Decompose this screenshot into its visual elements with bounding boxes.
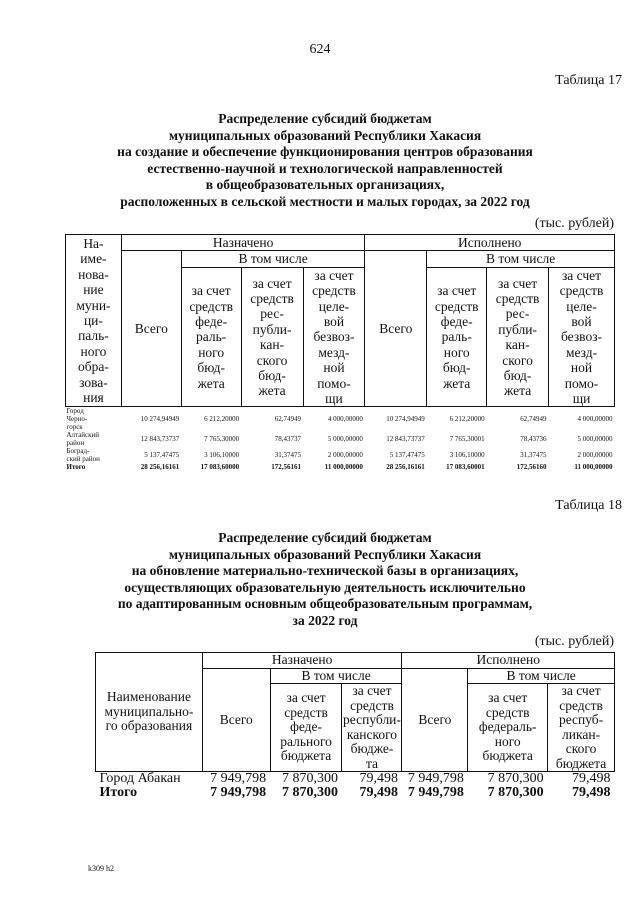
header-republic: за счет средств рес- публи- кан- ского бюд- жета bbox=[241, 267, 303, 407]
row-name: Боград- ский район bbox=[66, 447, 100, 464]
cell: 79,498 bbox=[359, 771, 398, 786]
header-total: Всего bbox=[202, 668, 270, 772]
title-line: за 2022 год bbox=[292, 612, 358, 628]
cell: 10 274,94949 bbox=[140, 415, 180, 424]
cell: 7 765,30001 bbox=[449, 435, 485, 444]
row-name: Итого bbox=[66, 463, 86, 472]
cell: 172,56161 bbox=[271, 463, 302, 472]
cell: 17 083,60000 bbox=[200, 463, 240, 472]
cell: 12 843,73737 bbox=[140, 435, 180, 444]
row-name: Город Абакан bbox=[99, 771, 181, 786]
total-row bbox=[96, 786, 615, 800]
header-including: В том числе bbox=[181, 251, 365, 267]
cell: 6 212,20000 bbox=[449, 415, 485, 424]
table17-units: (тыс. рублей) bbox=[534, 216, 614, 231]
row-name: Итого bbox=[99, 785, 138, 800]
title-line: расположенных в сельской местности и малых городах, за 2022 год bbox=[120, 193, 530, 209]
row-name: Город Черно- горск bbox=[66, 407, 88, 432]
table-row bbox=[66, 407, 615, 432]
table18-title bbox=[60, 530, 590, 629]
header-federal: за счет средств феде- раль- ного бюд- жета bbox=[181, 267, 241, 407]
title-line: в общеобразовательных организациях, bbox=[205, 177, 445, 192]
header-federal: за счет средств федераль- ного бюджета bbox=[468, 684, 548, 772]
cell: 4 000,00000 bbox=[577, 415, 613, 424]
cell: 7 765,30000 bbox=[204, 435, 240, 444]
cell: 5 137,47475 bbox=[389, 451, 425, 460]
cell: 31,37475 bbox=[274, 451, 302, 460]
table-row bbox=[66, 447, 615, 463]
table-row bbox=[66, 431, 615, 447]
title-line: муниципальных образований Республики Хакасия bbox=[168, 127, 482, 143]
cell: 5 000,00000 bbox=[577, 435, 613, 444]
header-assigned: Назначено bbox=[202, 653, 402, 669]
row-name: Алтайский район bbox=[66, 431, 100, 448]
header-including: В том числе bbox=[468, 668, 615, 684]
cell: 172,56160 bbox=[516, 463, 547, 472]
table17-title bbox=[60, 111, 590, 210]
cell: 62,74949 bbox=[274, 415, 302, 424]
header-nonrefundable: за счет средств целе- вой безвоз- мезд- ной помо- щи bbox=[549, 267, 615, 407]
table18-units: (тыс. рублей) bbox=[534, 634, 614, 649]
header-name: На- име- нова- ние муни- ци- паль- ного обра- зова- ния bbox=[66, 235, 122, 407]
cell: 6 212,20000 bbox=[204, 415, 240, 424]
cell: 2 000,00000 bbox=[327, 451, 363, 460]
cell: 17 083,60001 bbox=[446, 463, 485, 472]
title-line: на создание и обеспечение функционирования центров образования bbox=[117, 144, 533, 159]
cell: 3 106,10000 bbox=[449, 451, 485, 460]
cell: 7 949,798 bbox=[407, 785, 464, 800]
header-executed: Исполнено bbox=[402, 653, 615, 669]
table17-label: Таблица 17 bbox=[555, 73, 622, 88]
cell: 10 274,94949 bbox=[386, 415, 425, 424]
title-line: Распределение субсидий бюджетам bbox=[218, 530, 432, 545]
title-line: на обновление материально-технической базы в организациях, bbox=[131, 563, 519, 578]
header-federal: за счет средств феде- рального бюджета bbox=[270, 684, 342, 772]
header-nonrefundable: за счет средств целе- вой безвоз- мезд- ной помо- щи bbox=[303, 267, 365, 407]
cell: 5 000,00000 bbox=[327, 435, 363, 444]
total-row bbox=[66, 463, 615, 471]
table18 bbox=[95, 652, 615, 800]
header-total: Всего bbox=[121, 251, 181, 407]
title-line: Распределение субсидий бюджетам bbox=[218, 111, 432, 126]
cell: 79,498 bbox=[572, 771, 611, 786]
title-line: естественно-научной и технологической направленностей bbox=[147, 160, 503, 176]
header-including: В том числе bbox=[427, 251, 615, 267]
header-total: Всего bbox=[402, 668, 468, 772]
header-republic: за счет средств рес- публи- кан- ского бюд- жета bbox=[487, 267, 549, 407]
cell: 3 106,10000 bbox=[204, 451, 240, 460]
page-number: 624 bbox=[309, 42, 331, 57]
cell: 7 949,798 bbox=[407, 771, 464, 786]
cell: 7 870,300 bbox=[281, 771, 338, 786]
cell: 78,43736 bbox=[520, 435, 547, 444]
header-republic: за счет средств республи- канского бюдже- та bbox=[343, 683, 401, 771]
header-assigned: Назначено bbox=[121, 235, 365, 251]
cell: 2 000,00000 bbox=[577, 451, 613, 460]
title-line: по адаптированным основным общеобразовательным программам, bbox=[117, 596, 533, 611]
cell: 62,74949 bbox=[520, 415, 547, 424]
footer-code: k309 h2 bbox=[88, 864, 114, 873]
table-row bbox=[96, 772, 615, 787]
header-federal: за счет средств феде- раль- ного бюд- жета bbox=[427, 267, 487, 407]
table18-label: Таблица 18 bbox=[555, 498, 622, 513]
header-executed: Исполнено bbox=[365, 235, 615, 251]
cell: 78,43737 bbox=[274, 435, 302, 444]
cell: 7 870,300 bbox=[281, 785, 338, 800]
cell: 7 949,798 bbox=[210, 771, 267, 786]
cell: 28 256,16161 bbox=[140, 463, 180, 472]
cell: 7 870,300 bbox=[487, 771, 544, 786]
cell: 7 949,798 bbox=[210, 785, 267, 800]
cell: 11 000,00000 bbox=[324, 463, 363, 472]
cell: 79,498 bbox=[359, 785, 398, 800]
cell: 4 000,00000 bbox=[327, 415, 363, 424]
title-line: муниципальных образований Республики Хакасия bbox=[168, 546, 482, 562]
header-including: В том числе bbox=[270, 668, 402, 684]
cell: 7 870,300 bbox=[487, 785, 544, 800]
cell: 5 137,47475 bbox=[144, 451, 180, 460]
cell: 31,37475 bbox=[520, 451, 547, 460]
cell: 12 843,73737 bbox=[386, 435, 425, 444]
header-republic: за счет средств респуб- ликан- ского бюджета bbox=[548, 684, 615, 772]
cell: 28 256,16161 bbox=[386, 463, 425, 472]
title-line: осуществляющих образовательную деятельность исключительно bbox=[124, 579, 526, 595]
header-total: Всего bbox=[365, 251, 427, 407]
header-name: Наименование муниципально- го образования bbox=[96, 653, 203, 772]
cell: 11 000,00000 bbox=[574, 463, 613, 472]
cell: 79,498 bbox=[572, 785, 611, 800]
table17 bbox=[65, 234, 615, 471]
